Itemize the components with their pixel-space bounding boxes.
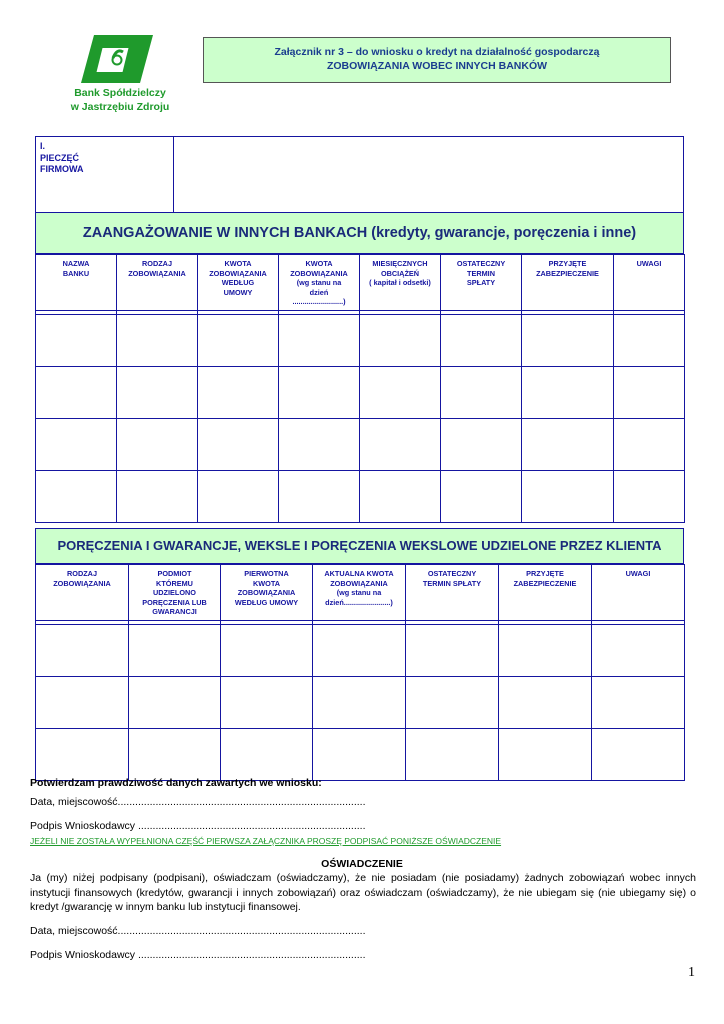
table-cell[interactable] (522, 315, 614, 367)
table-cell[interactable] (129, 729, 221, 781)
table-cell[interactable] (117, 367, 198, 419)
table-cell[interactable] (499, 729, 592, 781)
table-cell[interactable] (36, 367, 117, 419)
table-cell[interactable] (36, 625, 129, 677)
column-header (36, 565, 129, 621)
table-row (36, 677, 685, 729)
table-cell[interactable] (499, 625, 592, 677)
column-header-line: OBCIĄŻEŃ (380, 268, 420, 278)
table-cell[interactable] (592, 677, 685, 729)
page-number: 1 (688, 965, 695, 980)
stamp-label-line2: FIRMOWA (40, 164, 84, 174)
bank-logo-icon (80, 34, 154, 84)
column-header-line: ( kapitał i odsetki) (369, 278, 431, 287)
column-header-line: KTÓREMU (156, 578, 193, 588)
column-header-line: RODZAJ (142, 259, 172, 268)
section1-title: ZAANGAŻOWANIE W INNYCH BANKACH (kredyty, gwarancje, poręczenia i inne) (35, 212, 684, 254)
column-header (441, 255, 522, 311)
column-header-line: BANKU (62, 268, 90, 278)
column-header (592, 565, 685, 621)
column-header-line: ZOBOWIĄZANIA (128, 268, 186, 278)
column-header-line: PODMIOT (157, 569, 192, 578)
column-header-line: ZOBOWIĄZANIA (290, 268, 348, 278)
column-header (360, 255, 441, 311)
table-cell[interactable] (499, 677, 592, 729)
column-header-line: RODZAJ (67, 569, 97, 578)
bank-name (40, 86, 200, 114)
column-header-line: PRZYJĘTE (526, 569, 564, 578)
table-cell[interactable] (198, 419, 279, 471)
section2-title: PORĘCZENIA I GWARANCJE, WEKSLE I PORĘCZENIA WEKSLOWE UDZIELONE PRZEZ KLIENTA (35, 528, 684, 564)
column-header-line: UWAGI (636, 259, 662, 268)
column-header-line: OSTATECZNY (456, 259, 506, 268)
table-cell[interactable] (522, 471, 614, 523)
table-cell[interactable] (117, 419, 198, 471)
column-header-line: KWOTA (224, 259, 252, 268)
table-cell[interactable] (360, 471, 441, 523)
column-header (614, 255, 685, 311)
table-cell[interactable] (36, 677, 129, 729)
column-header-line: PORĘCZENIA LUB (142, 597, 207, 607)
table-cell[interactable] (129, 677, 221, 729)
column-header-line: TERMIN SPŁATY (422, 578, 482, 588)
bank-commitments-table (35, 254, 685, 523)
column-header-line: ZABEZPIECZENIE (536, 268, 599, 278)
stamp-label-line1: PIECZĘĆ (40, 152, 80, 163)
table-cell[interactable] (117, 471, 198, 523)
table-cell[interactable] (221, 729, 313, 781)
table-cell[interactable] (522, 367, 614, 419)
column-header (522, 255, 614, 311)
column-header-line: AKTUALNA KWOTA (324, 569, 394, 578)
date-place-field-2[interactable]: Data, miejscowość..................................................................................... (30, 925, 366, 937)
declaration-instruction: JEŻELI NIE ZOSTAŁA WYPEŁNIONA CZĘŚĆ PIERWSZA ZAŁĄCZNIKA PROSZĘ PODPISAĆ PONIŻSZE OŚWIADCZENIE (30, 836, 502, 846)
column-header-line: UWAGI (625, 569, 651, 578)
table-cell[interactable] (441, 419, 522, 471)
column-header-line: ZOBOWIĄZANIA (237, 588, 296, 597)
table-cell[interactable] (279, 419, 360, 471)
table-cell[interactable] (406, 677, 499, 729)
table-cell[interactable] (406, 625, 499, 677)
date-place-field[interactable]: Data, miejscowość..................................................................................... (30, 796, 366, 808)
column-header-line: ZABEZPIECZENIE (513, 578, 577, 588)
column-header-line: dzień.......................) (325, 597, 393, 607)
table-cell[interactable] (614, 471, 685, 523)
bank-name-line2: w Jastrzębiu Zdroju (70, 101, 170, 113)
column-header (36, 255, 117, 311)
table-cell[interactable] (360, 367, 441, 419)
table-cell[interactable] (129, 625, 221, 677)
table-cell[interactable] (198, 367, 279, 419)
column-header (129, 565, 221, 621)
table-cell[interactable] (117, 315, 198, 367)
table-cell[interactable] (279, 367, 360, 419)
table-cell[interactable] (592, 729, 685, 781)
table-cell[interactable] (614, 367, 685, 419)
column-header (499, 565, 592, 621)
stamp-label (40, 141, 84, 176)
column-header-line: PIERWOTNA (244, 569, 289, 578)
table-cell[interactable] (221, 625, 313, 677)
table-cell[interactable] (36, 471, 117, 523)
column-header-line: SPŁATY (466, 278, 496, 287)
column-header-line: ZOBOWIĄZANIA (53, 578, 111, 588)
stamp-number: I. (40, 141, 46, 151)
column-header (198, 255, 279, 311)
column-header-line: KWOTA (252, 578, 281, 588)
column-header-line: dzień (309, 287, 329, 297)
guarantees-table (35, 564, 685, 781)
table-row (36, 625, 685, 677)
table-cell[interactable] (360, 419, 441, 471)
header-line2: ZOBOWIĄZANIA WOBEC INNYCH BANKÓW (326, 60, 548, 72)
table-cell[interactable] (313, 625, 406, 677)
table-row (36, 367, 685, 419)
table-cell[interactable] (198, 471, 279, 523)
column-header-line: UMOWY (223, 287, 253, 297)
column-header-line: WEDŁUG UMOWY (234, 597, 299, 607)
column-header-line: KWOTA (305, 259, 333, 268)
table-row (36, 315, 685, 367)
signature-field[interactable]: Podpis Wnioskodawcy .............................................................................. (30, 820, 366, 832)
table-cell[interactable] (614, 419, 685, 471)
table-cell[interactable] (279, 315, 360, 367)
bank-logo (80, 34, 154, 84)
column-header-line: TERMIN (467, 268, 495, 278)
column-header (406, 565, 499, 621)
declaration-text: Ja (my) niżej podpisany (podpisani), oświadczam (oświadczamy), że nie posiadam (nie posiadamy) żadnych zobowiązań wobec innych instytucji finansowych (kredytów, gwarancji i innych zobowiązań) oraz oświadczam (oświadczamy), że nie ubiegam się (nie ubiegamy się) o kredyt /gwarancję w innym banku lub instytucji finansowej. (30, 872, 696, 913)
bank-name-line1: Bank Spółdzielczy (74, 87, 166, 99)
table-cell[interactable] (36, 315, 117, 367)
table-cell[interactable] (360, 315, 441, 367)
table-cell[interactable] (614, 315, 685, 367)
table-cell[interactable] (522, 419, 614, 471)
column-header-line: .........................) (292, 297, 346, 306)
declaration-title: OŚWIADCZENIE (321, 858, 403, 870)
table-cell[interactable] (221, 677, 313, 729)
column-header-line: (wg stanu na (296, 278, 342, 287)
column-header (221, 565, 313, 621)
column-header-line: ZOBOWIĄZANIA (330, 578, 388, 588)
stamp-section (35, 136, 684, 214)
table-cell[interactable] (592, 625, 685, 677)
table-cell[interactable] (36, 729, 129, 781)
column-header-line: NAZWA (62, 259, 90, 268)
table-cell[interactable] (441, 471, 522, 523)
column-header-line: GWARANCJI (152, 607, 197, 616)
table-cell[interactable] (441, 315, 522, 367)
column-header-line: ZOBOWIĄZANIA (209, 268, 267, 278)
table-cell[interactable] (198, 315, 279, 367)
column-header-line: PRZYJĘTE (548, 259, 587, 268)
table-cell[interactable] (313, 677, 406, 729)
column-header-line: OSTATECZNY (427, 569, 477, 578)
confirmation-text: Potwierdzam prawdziwość danych zawartych we wniosku: (30, 777, 322, 789)
column-header-line: (wg stanu na (336, 588, 382, 597)
column-header-line: WEDŁUG (221, 278, 255, 287)
table-row (36, 419, 685, 471)
table-cell[interactable] (36, 419, 117, 471)
table-row (36, 729, 685, 781)
table-cell[interactable] (441, 367, 522, 419)
table-cell[interactable] (406, 729, 499, 781)
table-header-row (36, 565, 685, 621)
column-header-line: MIESIĘCZNYCH (372, 259, 428, 268)
header-line1: Załącznik nr 3 – do wniosku o kredyt na działalność gospodarczą (274, 46, 600, 58)
signature-field-2[interactable]: Podpis Wnioskodawcy .............................................................................. (30, 949, 366, 961)
table-cell[interactable] (279, 471, 360, 523)
column-header (313, 565, 406, 621)
table-cell[interactable] (313, 729, 406, 781)
column-header (117, 255, 198, 311)
table-header-row (36, 255, 685, 311)
stamp-divider (173, 136, 174, 214)
column-header (279, 255, 360, 311)
table-row (36, 471, 685, 523)
column-header-line: UDZIELONO (153, 588, 196, 597)
document-header (203, 37, 671, 83)
